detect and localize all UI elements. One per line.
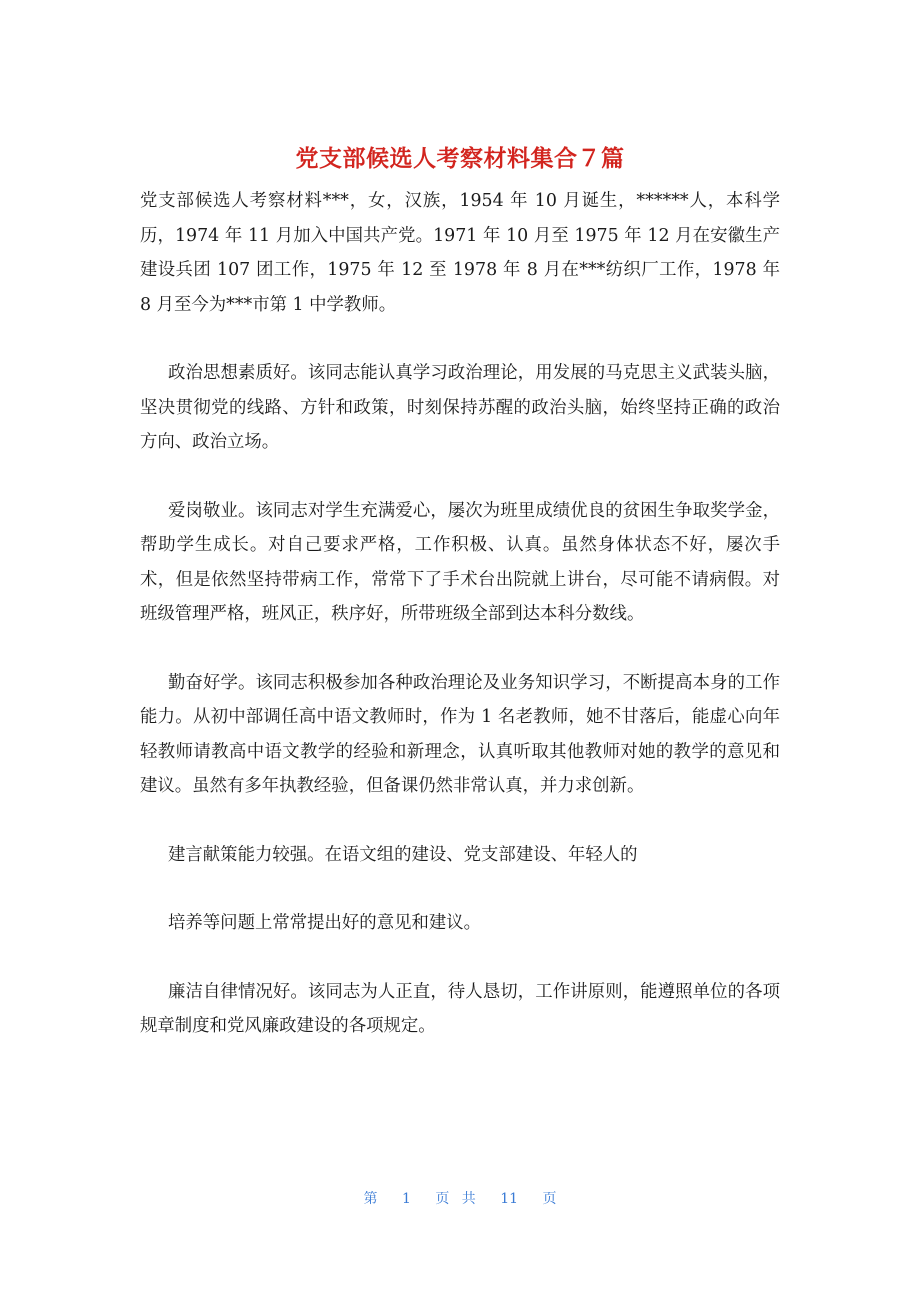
- footer-total-pages: 11: [500, 1191, 519, 1207]
- document-body: [140, 184, 780, 1078]
- page-footer: [0, 1188, 920, 1208]
- paragraph-integrity: 廉洁自律情况好。该同志为人正直，待人恳切，工作讲原则，能遵照单位的各项规章制度和党风廉政建设的各项规定。: [140, 981, 780, 1036]
- footer-label-of: 页 共: [435, 1191, 476, 1207]
- footer-label-pages: 页: [542, 1191, 557, 1207]
- paragraph-dedication: 爱岗敬业。该同志对学生充满爱心，屡次为班里成绩优良的贫困生争取奖学金，帮助学生成长。对自己要求严格，工作积极、认真。虽然身体状态不好，屡次手术，但是依然坚持带病工作，常常下了手术台出院就上讲台，尽可能不请病假。对班级管理严格，班风正，秩序好，所带班级全部到达本科分数线。: [140, 500, 780, 624]
- paragraph-advice-1: 建言献策能力较强。在语文组的建设、党支部建设、年轻人的: [168, 844, 638, 865]
- document-title: 党支部候选人考察材料集合７篇: [295, 146, 625, 172]
- paragraph-learning: 勤奋好学。该同志积极参加各种政治理论及业务知识学习，不断提高本身的工作能力。从初中部调任高中语文教师时，作为 1 名老教师，她不甘落后，能虚心向年轻教师请教高中语文教学的经验和新理念，认真听取其他教师对她的教学的意见和建议。虽然有多年执教经验，但备课仍然非常认真，并力求创新。: [140, 672, 780, 796]
- paragraph-intro: 党支部候选人考察材料***，女，汉族，1954 年 10 月诞生，******人，本科学历，1974 年 11 月加入中国共产党。1971 年 10 月至 1975 年 12 月在安徽生产建设兵团 107 团工作，1975 年 12 至 1978 年 8 月在***纺织厂工作，1978 年 8 月至今为***市第 1 中学教师。: [140, 191, 780, 315]
- paragraph-political: 政治思想素质好。该同志能认真学习政治理论，用发展的马克思主义武装头脑，坚决贯彻党的线路、方针和政策，时刻保持苏醒的政治头脑，始终坚持正确的政治方向、政治立场。: [140, 363, 780, 452]
- footer-current-page: 1: [401, 1191, 411, 1207]
- paragraph-advice-2: 培养等问题上常常提出好的意见和建议。: [168, 913, 482, 933]
- footer-label-page: 第: [363, 1191, 378, 1207]
